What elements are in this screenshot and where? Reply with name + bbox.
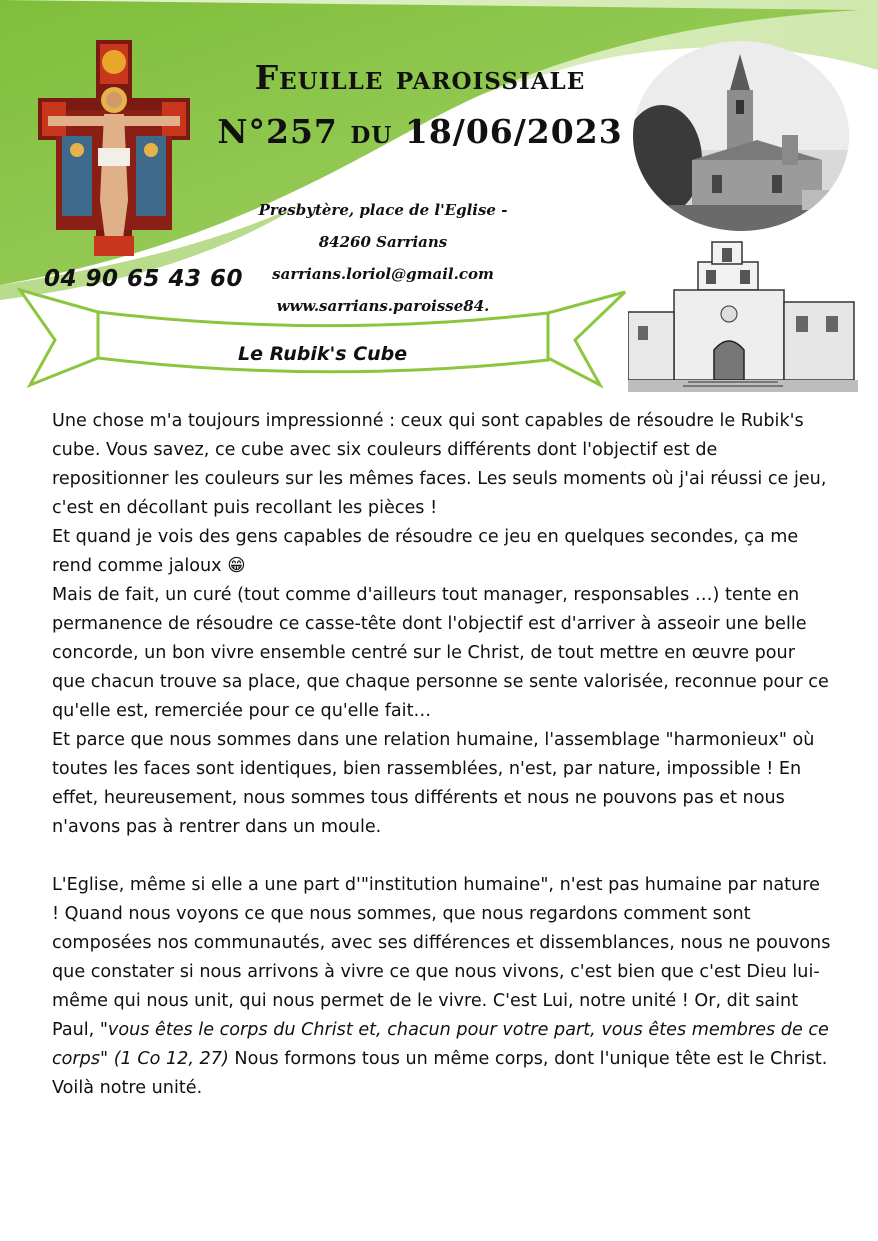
san-damiano-cross-image [38,40,190,256]
phone-number: 04 90 65 43 60 [44,266,244,292]
address-line-2: 84260 Sarrians [318,233,448,251]
paragraph: Et parce que nous sommes dans une relation humaine, l'assemblage "harmonieux" où toutes les faces sont identiques, bien rassemblées, n'est, par nature, impossible ! En effet, heureusement, nous sommes tous différents et nous ne pouvons pas et nous n'avons pas à rentrer dans un moule. [52,730,815,837]
paragraph: Une chose m'a toujours impressionné : ceux qui sont capables de résoudre le Rubik's cube. Vous savez, ce cube avec six couleurs différents dont l'objectif est de repositionner les couleurs sur les mêmes faces. Les seuls moments où j'ai réussi ce jeu, c'est en décollant puis recollant les pièces ! [52,411,827,518]
contact-address-block [238,194,528,322]
paragraph: Et quand je vois des gens capables de résoudre ce jeu en quelques secondes, ça me rend comme jaloux 😁 [52,527,799,576]
bulletin-title: Feuille paroissiale [254,58,586,97]
paragraph-final [52,871,832,1103]
paragraph-text: L'Eglise, même si elle a une part d'"institution humaine", n'est pas humaine par nature ! Quand nous voyons ce que nous sommes, que nous regardons comment sont composées nos communautés, avec ses différences et dissemblances, nous ne pouvons que constater si nous arrivons à vivre ce que nous vivons, c'est bien que c'est Dieu lui-même qui nous unit, qui nous permet de le vivre. C'est Lui, notre unité ! Or, dit saint Paul, [52,875,831,1040]
address-line-1: Presbytère, place de l'Eglise - [258,201,508,219]
scripture-quote: "vous êtes le corps du Christ et, chacun pour votre part, vous êtes membres de ce corps" (1 Co 12, 27) [52,1020,829,1069]
paragraph: Mais de fait, un curé (tout comme d'ailleurs tout manager, responsables …) tente en permanence de résoudre ce casse-tête dont l'objectif est d'arriver à asseoir une belle concorde, un bon vivre ensemble centré sur le Christ, de tout mettre en œuvre pour que chacun trouve sa place, que chaque personne se sente valorisée, reconnue pour ce qu'elle est, remerciée pour ce qu'elle fait… [52,585,829,721]
article-headline: Le Rubik's Cube [238,343,408,365]
article-body [52,407,832,1103]
church-drawing [628,232,858,392]
bulletin-issue-date: N°257 du 18/06/2023 [217,112,623,151]
website-link[interactable]: www.sarrians.paroisse84. [276,297,490,315]
church-photo [632,40,850,232]
paragraph-closing: Nous formons tous un même corps, dont l'unique tête est le Christ. Voilà notre unité. [52,1049,828,1098]
email-link[interactable]: sarrians.loriol@gmail.com [272,265,494,283]
